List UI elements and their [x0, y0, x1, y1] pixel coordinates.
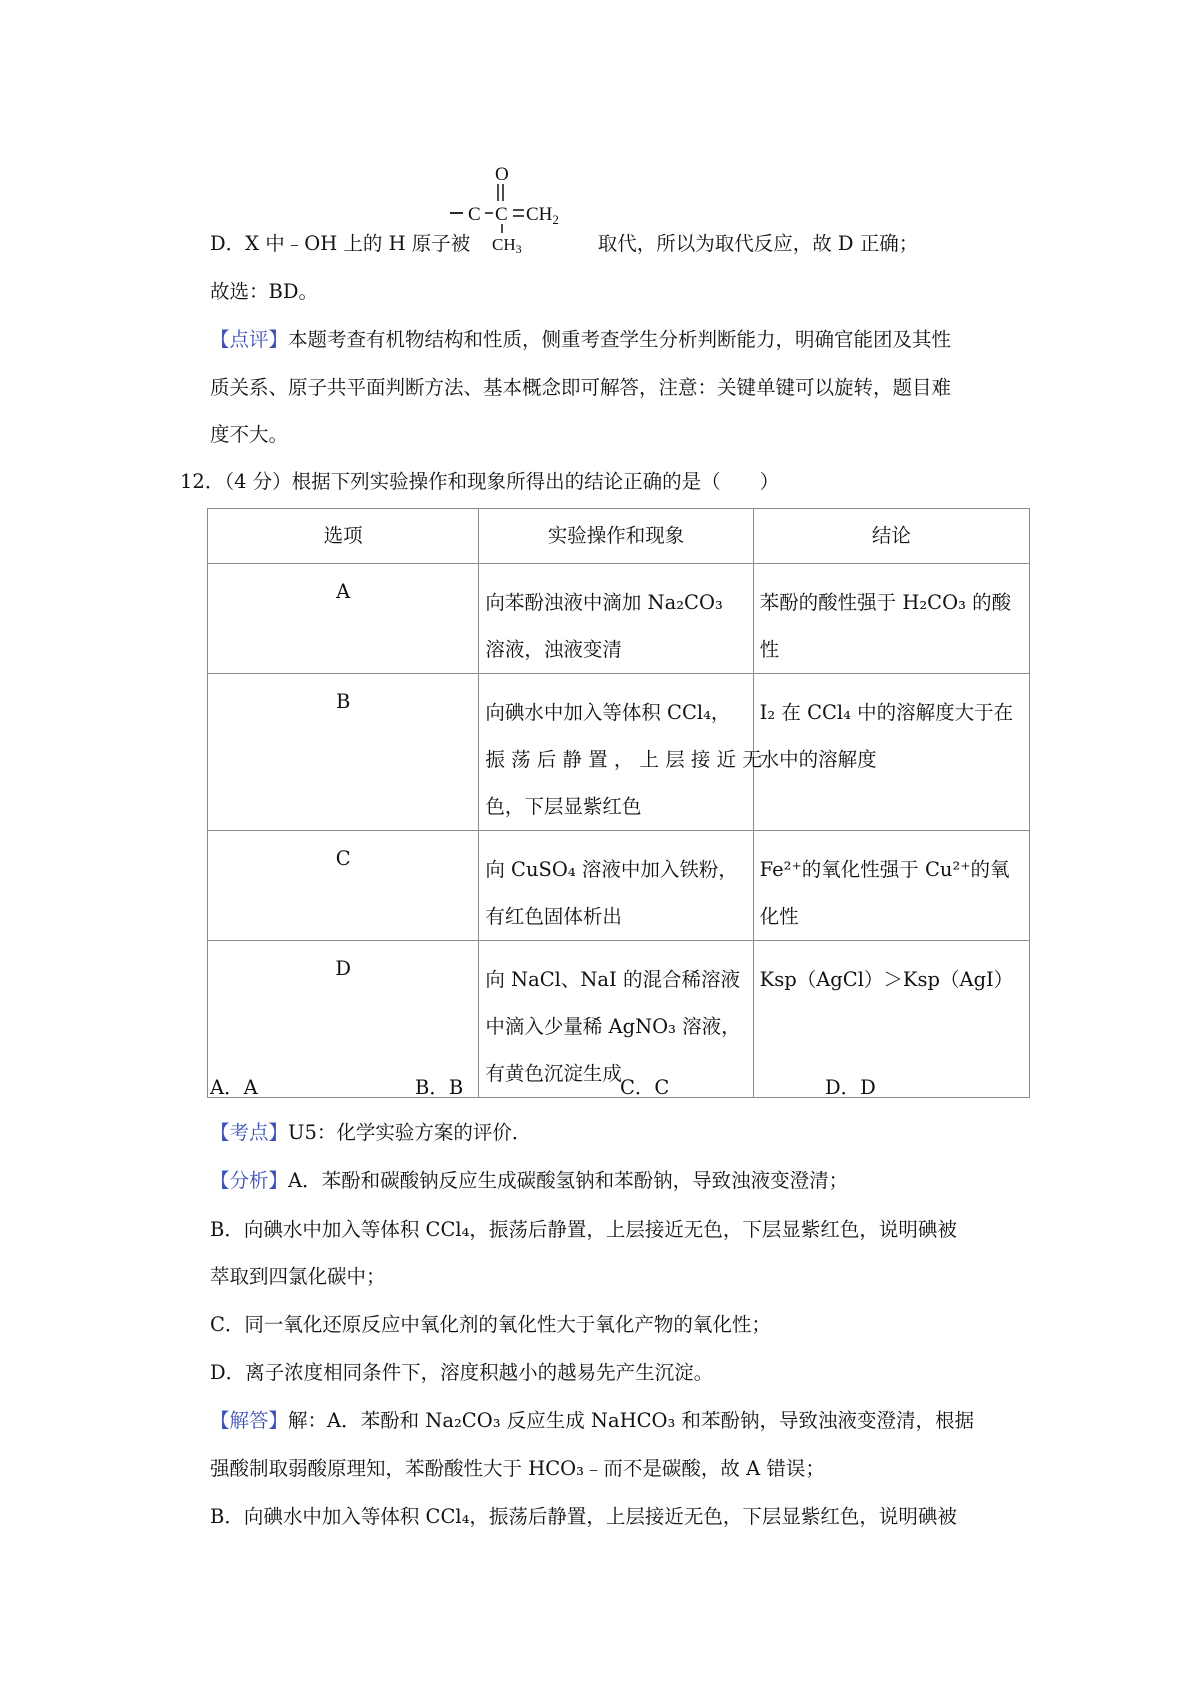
experiment-table — [207, 508, 1030, 1098]
header-operation: 实验操作和现象 — [479, 509, 753, 564]
header-option: 选项 — [208, 509, 479, 564]
methacryloyl-structure-diagram — [447, 163, 592, 253]
comment-tag: 【点评】 — [210, 328, 289, 351]
choice-b: B．B — [415, 1076, 464, 1099]
row-b-option: B — [208, 674, 479, 831]
row-d-operation: 向 NaCl、NaI 的混合稀溶液 中滴入少量稀 AgNO₃ 溶液， 有黄色沉淀生成 — [479, 941, 753, 1098]
kaodian-line — [210, 1119, 1030, 1147]
choice-c: C．C — [620, 1076, 670, 1099]
struct-ch2: $CH_2$ — [526, 204, 559, 227]
jieda-first: 解：A．苯酚和 Na₂CO₃ 反应生成 NaHCO₃ 和苯酚钠，导致浊液变澄清，根据 — [288, 1409, 975, 1432]
row-d-option: D — [208, 941, 479, 1098]
question-stem: 12．（4 分）根据下列实验操作和现象所得出的结论正确的是（ ） — [180, 470, 780, 493]
row-a-conclusion: 苯酚的酸性强于 H₂CO₃ 的酸 性 — [753, 564, 1029, 674]
prev-answer-d-line — [210, 230, 1030, 258]
row-c-operation: 向 CuSO₄ 溶液中加入铁粉， 有红色固体析出 — [479, 831, 753, 941]
answer-choices — [210, 1072, 1030, 1100]
fenxi-tag: 【分析】 — [210, 1169, 289, 1192]
table-header-row — [208, 509, 1030, 564]
prev-answer-d-before: D．X 中﹣OH 上的 H 原子被 — [210, 232, 471, 255]
fenxi-line — [210, 1167, 1030, 1195]
row-b-conclusion: I₂ 在 CCl₄ 中的溶解度大于在 水中的溶解度 — [753, 674, 1029, 831]
fenxi-d-line: D．离子浓度相同条件下，溶度积越小的越易先产生沉淀。 — [210, 1361, 714, 1384]
row-a-option: A — [208, 564, 479, 674]
choice-d: D．D — [825, 1076, 876, 1099]
row-c-conclusion: Fe²⁺的氧化性强于 Cu²⁺的氧 化性 — [753, 831, 1029, 941]
kaodian-text: U5：化学实验方案的评价． — [288, 1121, 532, 1144]
row-a-operation: 向苯酚浊液中滴加 Na₂CO₃ 溶液，浊液变清 — [479, 564, 753, 674]
jieda-line — [210, 1407, 1030, 1435]
table-row — [208, 674, 1030, 831]
fenxi-first: A．苯酚和碳酸钠反应生成碳酸氢钠和苯酚钠，导致浊液变澄清； — [288, 1169, 849, 1192]
comment-text-1: 本题考查有机物结构和性质，侧重考查学生分析判断能力，明确官能团及其性 — [288, 328, 952, 351]
fenxi-b-line-1: B．向碘水中加入等体积 CCl₄，振荡后静置，上层接近无色，下层显紫红色，说明碘被 — [210, 1218, 957, 1241]
table-row — [208, 831, 1030, 941]
struct-oxygen: O — [495, 164, 509, 185]
row-b-operation: 向碘水中加入等体积 CCl₄， 振 荡 后 静 置 ， 上 层 接 近 无 色，下层显紫红色 — [479, 674, 753, 831]
struct-carbon-2: C — [495, 204, 508, 225]
jieda-tag: 【解答】 — [210, 1409, 289, 1432]
comment-line-2: 质关系、原子共平面判断方法、基本概念即可解答，注意：关键单键可以旋转，题目难 — [210, 376, 952, 399]
struct-ch3: CH3 — [492, 235, 522, 253]
table-row — [208, 564, 1030, 674]
comment-line-1 — [210, 326, 1030, 354]
fenxi-c-line: C．同一氧化还原反应中氧化剂的氧化性大于氧化产物的氧化性； — [210, 1313, 771, 1336]
jieda-line-2: 强酸制取弱酸原理知，苯酚酸性大于 HCO₃﹣而不是碳酸，故 A 错误； — [210, 1457, 825, 1480]
comment-line-3: 度不大。 — [210, 423, 289, 446]
prev-answer-d-after: 取代，所以为取代反应，故 D 正确； — [597, 232, 919, 255]
row-c-option: C — [208, 831, 479, 941]
prev-answer-choose: 故选：BD。 — [210, 280, 318, 303]
choice-a: A．A — [210, 1076, 258, 1099]
struct-carbon-1: C — [468, 204, 481, 225]
row-d-conclusion: Ksp（AgCl）＞Ksp（AgI） — [753, 941, 1029, 1098]
kaodian-tag: 【考点】 — [210, 1121, 289, 1144]
fenxi-b-line-2: 萃取到四氯化碳中； — [210, 1265, 386, 1288]
header-conclusion: 结论 — [753, 509, 1029, 564]
jieda-line-3: B．向碘水中加入等体积 CCl₄，振荡后静置，上层接近无色，下层显紫红色，说明碘被 — [210, 1505, 957, 1528]
